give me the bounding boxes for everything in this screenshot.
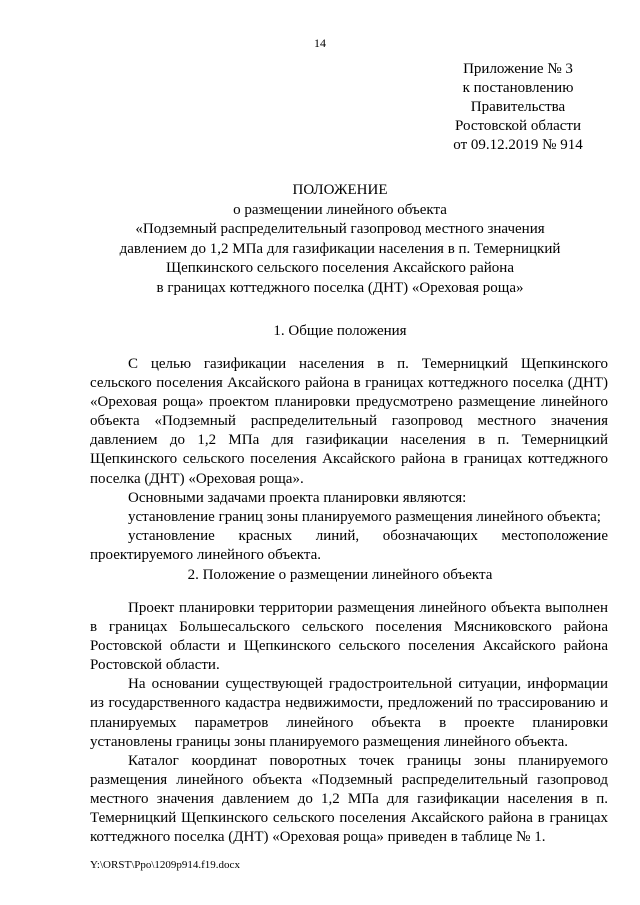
section-body-general	[90, 355, 608, 565]
page-number: 14	[314, 36, 326, 50]
title-line: о размещении линейного объекта	[233, 201, 447, 218]
title-line: Щепкинского сельского поселения Аксайского района	[165, 260, 514, 276]
section-heading-general: 1. Общие положения	[273, 323, 407, 339]
appendix-line: Ростовской области	[455, 118, 581, 134]
paragraph: установление красных линий, обозначающих местоположение проектируемого линейного объекта.	[90, 527, 608, 563]
title-line: давлением до 1,2 МПа для газификации населения в п. Темерницкий	[119, 240, 561, 257]
paragraph: Каталог координат поворотных точек границы зоны планируемого размещения линейного объекта «Подземный распределительный газопровод местного значения давлением до 1,2 МПа для газификации населения в п. Темерницкий Щепкинского сельского поселения Аксайского района в границах коттеджного поселка (ДНТ) «Ореховая роща» приведен в таблице № 1.	[90, 752, 608, 846]
section-body-placement	[90, 599, 608, 847]
appendix-block	[418, 60, 618, 155]
appendix-line: от 09.12.2019 № 914	[453, 137, 583, 153]
paragraph: установление границ зоны планируемого размещения линейного объекта;	[128, 508, 601, 525]
appendix-line: Правительства	[470, 99, 566, 115]
paragraph: С целью газификации населения в п. Темерницкий Щепкинского сельского поселения Аксайского района в границах коттеджного поселка (ДНТ) «Ореховая роща» проектом планировки предусмотрено размещение линейного объекта «Подземный распределительный газопровод местного значения давлением до 1,2 МПа для газификации населения в п. Темерницкий Щепкинского сельского поселения Аксайского района в границах коттеджного поселка (ДНТ) «Ореховая роща».	[90, 356, 608, 487]
section-heading-placement: 2. Положение о размещении линейного объекта	[187, 567, 493, 583]
appendix-line: Приложение № 3	[463, 61, 573, 77]
paragraph: На основании существующей градостроительной ситуации, информации из государственного кадастра недвижимости, предложений по трассированию и планируемых параметров линейного объекта в проекте планировки установлены границы зоны планируемого размещения линейного объекта.	[90, 676, 608, 750]
appendix-line: к постановлению	[462, 80, 574, 96]
title-line: в границах коттеджного поселка (ДНТ) «Ореховая роща»	[156, 279, 524, 296]
paragraph: Основными задачами проекта планировки являются:	[128, 489, 467, 506]
paragraph: Проект планировки территории размещения линейного объекта выполнен в границах Большесальского сельского поселения Мясниковского района Ростовской области и Щепкинского сельского поселения Аксайского района Ростовской области.	[90, 600, 608, 674]
file-path-footer: Y:\ORST\Ppo\1209p914.f19.docx	[90, 859, 240, 871]
document-title	[60, 181, 620, 298]
title-line: «Подземный распределительный газопровод местного значения	[135, 221, 545, 237]
title-heading: ПОЛОЖЕНИЕ	[292, 182, 388, 198]
